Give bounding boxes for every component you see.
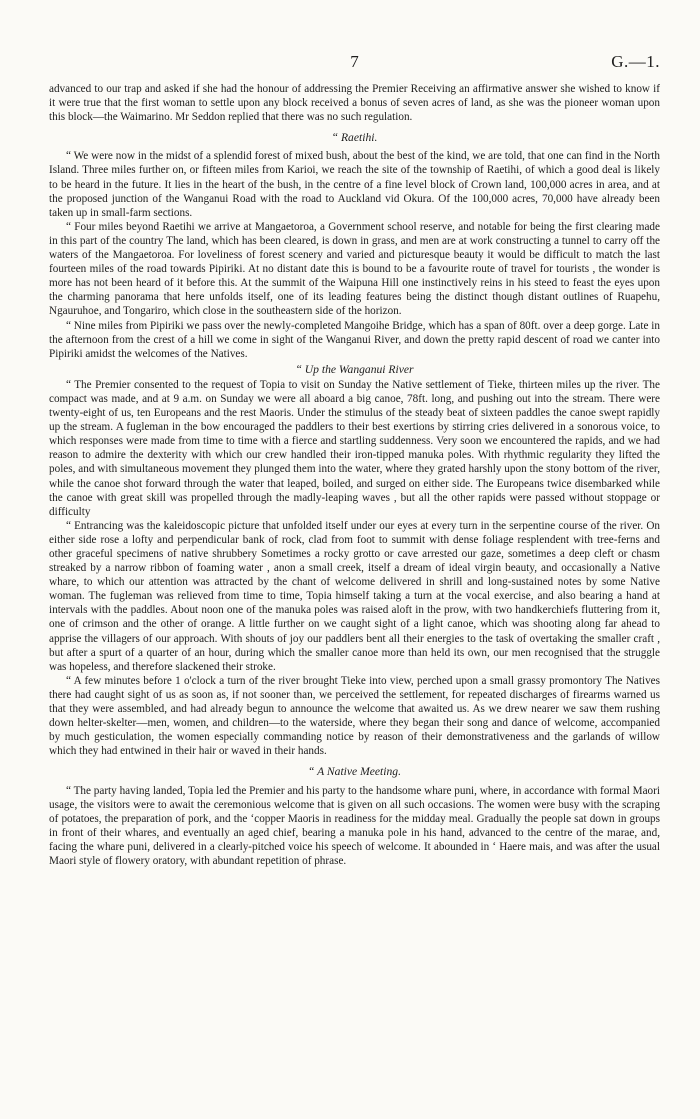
paragraph-raetihi-2: “ Four miles beyond Raetihi we arrive at Mangaetoroa, a Government school reserve, and notable for being the first clearing made in this part of the country The land, which has been cleared, is down in grass, and men are at work constructing a tunnel to carry off the waters of the Mangaetoroa. For loveliness of forest scenery and varied and picturesque beauty it would be difficult to match the last fourteen miles of the road towards Pipiriki. At no distant date this is bound to be a favourite route of travel for tourists , the wonder is more has not been heard of it before this. At the summit of the Waipuna Hill one instinctively reins in his steed to feast the eyes upon the charming panorama that here unfolds itself, one of its leading features being the distinct though distant outlines of Ruapehu, Ngauruhoe, and Tongariro, which close in the southeastern side of the horizon. (49, 220, 660, 318)
page-number: 7 (350, 52, 359, 71)
paragraph-river-1: “ The Premier consented to the request of Topia to visit on Sunday the Native settlement of Tieke, thirteen miles up the river. The compact was made, and at 9 a.m. on Sunday we were all aboard a big canoe, 78ft. long, and pushing out into the stream. There were twenty-eight of us, ten Europeans and the rest Maoris. Under the stimulus of the steady beat of sixteen paddles the canoe swept rapidly up the stream. A fugleman in the bow encouraged the paddlers to their best exertions by stirring cries delivered in a sonorous voice, to which responses were made from time to time with a fierce and startling suddenness. Very soon we encountered the rapids, and we had reason to admire the dexterity with which our crew handled their iron-tipped manuka poles. With rhythmic regularity they lifted the poles, and with simultaneous movement they plunged them into the water, where they grated harshly upon the stony bottom of the river, while the canoe shot forward through the water that leaped, boiled, and surged on either side. The Europeans twice disembarked while the canoe with great skill was propelled through the madly-leaping waves , but all the other rapids were passed without stoppage or difficulty (49, 378, 660, 518)
paragraph-river-2: “ Entrancing was the kaleidoscopic picture that unfolded itself under our eyes at every turn in the serpentine course of the river. On either side rose a lofty and perpendicular bank of rock, clad from foot to summit with dense foliage resplendent with tree-ferns and other graceful specimens of native shrubbery Sometimes a rocky grotto or cave arrested our gaze, sometimes a deep cleft or chasm streaked by a narrow ribbon of foaming water , anon a small creek, itself a dream of ideal virgin beauty, and occasionally a Native whare, to which our attention was attracted by the chant of welcome delivered in shrill and long-sustained notes by some Native woman. The fugleman was relieved from time to time, Topia himself taking a turn at the vocal exercise, and also bearing a hand at intervals with the paddles. About noon one of the manuka poles was raised aloft in the prow, with two handkerchiefs fluttering from it, one of crimson and the other of orange. A little further on we caught sight of a light canoe, which was shooting along far ahead to apprise the villagers of our approach. With shouts of joy our paddlers bent all their energies to the task of overtaking the smaller craft , but after a spurt of a quarter of an hour, during which the smaller canoe more than held its own, our men recognised that the struggle was hopeless, and therefore slackened their stroke. (49, 519, 660, 673)
paragraph-raetihi-1: “ We were now in the midst of a splendid forest of mixed bush, about the best of the kind, we are told, that one can find in the North Island. Three miles further on, or fifteen miles from Karioi, we reach the site of the township of Raetihi, of which a good deal is likely to be heard in the future. It lies in the heart of the bush, in the centre of a fine level block of Crown land, 100,000 acres in area, and at the proposed junction of the Wanganui Road with the road to Auckland vid Okura. Of the 100,000 acres, 70,000 have already been taken up in small-farm sections. (49, 150, 660, 219)
paragraph-raetihi-3: “ Nine miles from Pipiriki we pass over the newly-completed Mangoihe Bridge, which has a span of 80ft. over a deep gorge. Late in the afternoon from the crest of a hill we come in sight of the Wanganui River, and down the pretty rapid descent of road we canter into Pipiriki amidst the welcomes of the Natives. (49, 319, 660, 360)
document-code: G.—1. (611, 52, 660, 71)
section-heading-native-meeting: “ A Native Meeting. (308, 765, 401, 779)
page-header (49, 52, 660, 72)
document-body (49, 82, 660, 868)
paragraph-intro: advanced to our trap and asked if she had the honour of addressing the Premier Receiving an affirmative answer she wished to know if it were true that the first woman to settle upon any block received a bonus of seven acres of land, as she was the pioneer woman upon this block—the Waimarino. Mr Seddon replied that there was no such regulation. (49, 83, 660, 124)
section-heading-raetihi: “ Raetihi. (331, 131, 378, 145)
paragraph-meeting-1: “ The party having landed, Topia led the Premier and his party to the handsome whare puni, where, in accordance with formal Maori usage, the visitors were to await the ceremonious welcome that is given on all such occasions. The women were busy with the scraping of potatoes, the preparation of pork, and the ‘copper Maoris in readiness for the midday meal. Gradually the people sat down in groups in front of their whares, and eventually an aged chief, bearing a manuka pole in his hand, advanced to the centre of the marae, and, facing the whare puni, delivered in a clearly-pitched voice his speech of welcome. It abounded in ‘ Haere mais, and was after the usual Maori style of flowery oratory, with abundant repetition of phrase. (49, 784, 660, 867)
paragraph-river-3: “ A few minutes before 1 o'clock a turn of the river brought Tieke into view, perched upon a small grassy promontory The Natives there had caught sight of us as soon as, if not sooner than, we perceived the settlement, for repeated discharges of firearms warned us that they were assembled, and had already begun to announce the welcome that awaited us. As we drew nearer we saw them rushing down helter-skelter—men, women, and children—to the waterside, where they began their song and dance of welcome, accompanied by much gesticulation, the women especially commanding notice by reason of their demonstrativeness and the garlands of willow which they had entwined in their hair or waved in their hands. (49, 674, 660, 758)
section-heading-wanganui-river: “ Up the Wanganui River (295, 362, 414, 376)
